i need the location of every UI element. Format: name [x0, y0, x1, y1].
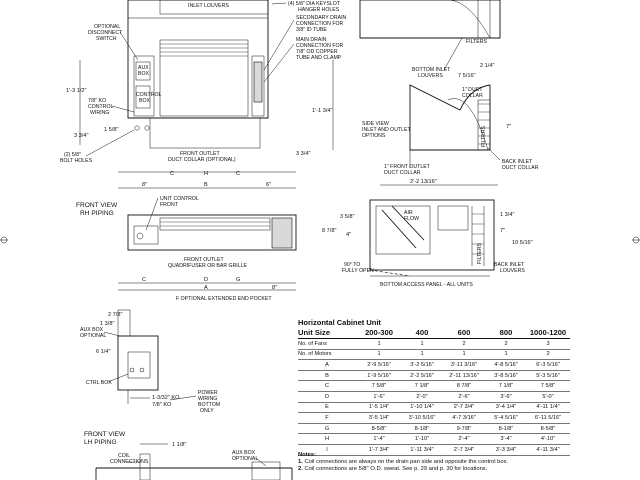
optional-disconnect-label: OPTIONAL	[94, 24, 121, 30]
table-row-label: E	[298, 402, 356, 413]
dim-7-8-ko: 7/8" KO	[152, 402, 172, 408]
secondary-drain-label-1: SECONDARY DRAIN	[296, 15, 347, 21]
coil-conn-label-2: CONNECTIONS	[110, 459, 149, 465]
table-cell: 3	[526, 339, 570, 350]
dim-letter-h-top: H	[204, 171, 209, 177]
front-outlet-label-1: FRONT OUTLET	[180, 151, 220, 157]
notes-title: Notes:	[298, 452, 317, 458]
table-row	[298, 360, 570, 371]
aux-box-label: BOX	[138, 71, 149, 77]
table-cell: 5'-3 5/16"	[526, 370, 570, 381]
horizontal-cabinet-table	[298, 327, 570, 456]
side-view-section	[370, 200, 494, 276]
air-flow-label-2: FLOW	[404, 216, 419, 222]
dim-3-3-4-left: 3 3/4"	[74, 133, 89, 139]
secondary-drain-label-3: 3/8" ID TUBE	[296, 27, 327, 33]
table-cell: 5'-4 5/16"	[486, 413, 526, 424]
table-cell: 2'-6"	[442, 391, 486, 402]
aux-box-optional-label-2: OPTIONAL	[80, 333, 107, 339]
table-row-label: No. of Fans	[298, 339, 356, 350]
disconnect-label: DISCONNECT	[88, 30, 123, 36]
bottom-access-label: BOTTOM ACCESS PANEL - ALL UNITS	[380, 282, 473, 288]
table-row-label: G	[298, 423, 356, 434]
note-text: Coil connections are 5/8" O.D. sweat. See p. 29 and p. 30 for locations.	[304, 465, 488, 472]
dim-letter-a-rh: A	[204, 285, 208, 291]
filters-label-top: FILTERS	[466, 39, 487, 45]
dim-3-3-4-right: 3 3/4"	[296, 151, 311, 157]
main-drain-label-3: 7/8" OD COPPER	[296, 49, 338, 55]
front-view-rh-label-1: FRONT VIEW	[76, 202, 118, 209]
note-item	[298, 459, 570, 466]
note-item	[298, 466, 570, 473]
back-inlet-dc-label-2: DUCT COLLAR	[502, 165, 539, 171]
table-row-label: I	[298, 444, 356, 455]
table-cell: 3'-6"	[486, 391, 526, 402]
table-cell: 2'-0"	[402, 391, 442, 402]
table-cell: 1'-5 1/4"	[356, 402, 402, 413]
aux-box-detail	[118, 310, 158, 404]
dim-1-1-8: 1 1/8"	[172, 442, 187, 448]
dim-letter-b-top: B	[204, 182, 208, 188]
table-header-cell: 400	[402, 327, 442, 339]
table-cell: 1'-10 1/4"	[402, 402, 442, 413]
bottom-inlet-label-2: LOUVERS	[418, 73, 443, 79]
table-row-label: No. of Motors	[298, 349, 356, 360]
keyslot-label: (4) 5/8" DIA KEYSLOT	[288, 1, 341, 7]
bolt-holes-label-1: (2) 5/8"	[64, 152, 81, 158]
dim-6-1-4: 6 1/4"	[96, 349, 111, 355]
table-cell: 3'-10 5/16"	[402, 413, 442, 424]
side-view-label-3: OPTIONS	[362, 133, 386, 139]
table-row-label: B	[298, 370, 356, 381]
table-cell: 8 7/8"	[442, 381, 486, 392]
table-cell: 2'-9 5/16"	[356, 360, 402, 371]
table-body	[298, 339, 570, 456]
table-cell: 5'-0"	[526, 391, 570, 402]
table-cell: 3'-2 5/16"	[402, 360, 442, 371]
main-drain-label-1: MAIN DRAIN	[296, 37, 327, 43]
dim-8-rh: 8"	[272, 285, 278, 291]
table-cell: 8-5/8"	[356, 423, 402, 434]
dim-2-1-4: 2 1/4"	[480, 63, 495, 69]
ninety-label-1: 90° TO	[344, 262, 361, 268]
bolt-holes-label-2: BOLT HOLES	[60, 158, 93, 164]
dim-1-3-4: 1 3/4"	[500, 212, 515, 218]
note-number: 2.	[298, 465, 303, 472]
table-cell: 1'-11 3/4"	[402, 444, 442, 455]
front-view-lh-label-1: FRONT VIEW	[84, 431, 126, 438]
table-header-cell: 800	[486, 327, 526, 339]
dim-letter-d-rh: D	[204, 277, 209, 283]
table-cell: 1	[356, 349, 402, 360]
dim-letter-c-rh: C	[142, 277, 147, 283]
filters-label-side: FILTERS	[481, 126, 487, 147]
table-header-cell: Unit Size	[298, 327, 356, 339]
dim-2-7-8: 2 7/8"	[108, 312, 123, 318]
side-view-top	[360, 0, 500, 168]
table-cell: 4'-11 3/4"	[526, 444, 570, 455]
table-cell: 7 5/8"	[356, 381, 402, 392]
table-header-cell: 600	[442, 327, 486, 339]
table-row	[298, 434, 570, 445]
dim-7-section: 7"	[500, 228, 506, 234]
side-view-label-1: SIDE VIEW	[362, 121, 389, 127]
table-cell: 1'-10"	[402, 434, 442, 445]
table-row	[298, 349, 570, 360]
dim-7-5-16: 7 5/16"	[458, 73, 476, 79]
notes-section	[298, 452, 570, 472]
quadrifuser-label-2: QUADRIFUSER OR BAR GRILLE	[168, 263, 247, 269]
table-row	[298, 413, 570, 424]
table-cell: 1'-4"	[356, 434, 402, 445]
table-header-cell: 200-300	[356, 327, 402, 339]
table-row-label: H	[298, 434, 356, 445]
secondary-drain-label-2: CONNECTION FOR	[296, 21, 344, 27]
table-cell: 6'-11 5/16"	[526, 413, 570, 424]
ninety-label-2: FULLY OPEN	[342, 268, 374, 274]
table-row-label: D	[298, 391, 356, 402]
page-marker-right	[632, 237, 640, 243]
dim-8-top: 8"	[142, 182, 148, 188]
table-row	[298, 339, 570, 350]
aux-box-optional-label-1: AUX BOX	[80, 327, 104, 333]
table-cell: 7 5/8"	[526, 381, 570, 392]
power-wiring-label-3: BOTTOM	[198, 402, 221, 408]
table-cell: 2'-7 3/4"	[442, 402, 486, 413]
dim-1-3-8: 1 3/8"	[100, 321, 115, 327]
table-cell: 8-1/8"	[486, 423, 526, 434]
front-view-lh-label-2: LH PIPING	[84, 439, 117, 446]
table-cell: 2'-11 13/16"	[442, 370, 486, 381]
side-view-label-2: INLET AND OUTLET	[362, 127, 411, 133]
quadrifuser-label-1: FRONT OUTLET	[184, 257, 224, 263]
page-marker-left	[0, 237, 8, 243]
table-cell: 8-1/8"	[402, 423, 442, 434]
table-cell: 1	[486, 349, 526, 360]
ko-control-label-2: CONTROL	[88, 104, 114, 110]
table-row-label: F	[298, 413, 356, 424]
main-drain-label-2: CONNECTION FOR	[296, 43, 344, 49]
table-cell: 1	[356, 339, 402, 350]
table-cell: 3'-8 5/16"	[486, 370, 526, 381]
table-header-row	[298, 327, 570, 339]
table-cell: 4'-11 1/4"	[526, 402, 570, 413]
table-cell: 7 1/8"	[486, 381, 526, 392]
table-cell: 1'-6"	[356, 391, 402, 402]
aux-label: AUX	[138, 65, 149, 71]
ctrl-box-label: CTRL BOX	[86, 380, 112, 386]
duct-collar-label-2: COLLAR	[462, 93, 483, 99]
table-header-cell: 1000-1200	[526, 327, 570, 339]
table-row	[298, 402, 570, 413]
power-wiring-label-4: ONLY	[200, 408, 214, 414]
table-cell: 7 1/8"	[402, 381, 442, 392]
power-wiring-label-1: POWER	[198, 390, 218, 396]
table-cell: 8-5/8"	[526, 423, 570, 434]
table-cell: 4'-8 5/16"	[486, 360, 526, 371]
table-cell: 3'-11 3/16"	[442, 360, 486, 371]
table-row	[298, 391, 570, 402]
table-cell: 3'-4"	[486, 434, 526, 445]
table-row-label: C	[298, 381, 356, 392]
aux-box-lh-label-1: AUX BOX	[232, 450, 256, 456]
table-row-label: A	[298, 360, 356, 371]
table-title: Horizontal Cabinet Unit	[298, 318, 381, 327]
ko-control-label-3: WIRING	[90, 110, 110, 116]
dim-6-top: 6"	[266, 182, 272, 188]
note-number: 1.	[298, 459, 303, 465]
spec-table	[298, 318, 570, 456]
control-box-label: BOX	[139, 98, 150, 104]
table-cell: 1'-9 5/16"	[356, 370, 402, 381]
bottom-inlet-label-1: BOTTOM INLET	[412, 67, 451, 73]
back-inlet-dc-label-1: BACK INLET	[502, 159, 533, 165]
table-cell: 3'-3 3/4"	[486, 444, 526, 455]
inlet-louvers-label: INLET LOUVERS	[188, 3, 229, 9]
table-cell: 2	[526, 349, 570, 360]
main-drain-label-4: TUBE AND CLAMP	[296, 55, 342, 61]
air-flow-label-1: AIR	[404, 210, 413, 216]
dim-8-7-8: 8 7/8"	[322, 228, 337, 234]
table-cell: 2	[486, 339, 526, 350]
table-cell: 6'-3 5/16"	[526, 360, 570, 371]
switch-label: SWITCH	[96, 36, 117, 42]
ext-end-pocket-label: F OPTIONAL EXTENDED END POCKET	[176, 296, 272, 302]
table-cell: 3'-5 1/4"	[356, 413, 402, 424]
power-wiring-label-2: WIRING	[198, 396, 218, 402]
dim-1-1-3-4: 1'-1 3/4"	[312, 108, 333, 114]
dim-1-5-8: 1 5/8"	[104, 127, 119, 133]
dim-letter-c-top-right: C	[236, 171, 241, 177]
front-outlet-dc-label-1: 1" FRONT OUTLET	[384, 164, 430, 170]
dim-7-side: 7"	[506, 124, 512, 130]
table-row	[298, 370, 570, 381]
table-cell: 2'-4"	[442, 434, 486, 445]
control-label: CONTROL	[136, 92, 162, 98]
table-cell: 1	[402, 349, 442, 360]
unit-control-label-2: FRONT	[160, 202, 178, 208]
dim-10-5-16: 10 5/16"	[512, 240, 533, 246]
note-text: Coil connections are always on the drain pan side and opposite the control box.	[304, 459, 509, 465]
dim-3-5-8: 3 5/8"	[340, 214, 355, 220]
front-outlet-label-2: DUCT COLLAR (OPTIONAL)	[168, 157, 236, 163]
front-outlet-dc-label-2: DUCT COLLAR	[384, 170, 421, 176]
table-cell: 2'-2 5/16"	[402, 370, 442, 381]
back-inlet-louvers-label-2: LOUVERS	[500, 268, 525, 274]
unit-control-label-1: UNIT CONTROL	[160, 196, 199, 202]
dim-2-2-13-16: 2'-2 13/16"	[410, 179, 437, 185]
table-cell: 1	[442, 349, 486, 360]
filters-label-section: FILTERS	[477, 243, 483, 264]
ko-control-label-1: 7/8" KO	[88, 98, 106, 104]
front-view-rh	[128, 215, 296, 250]
front-view-rh-label-2: RH PIPING	[80, 210, 114, 217]
table-cell: 3'-4 1/4"	[486, 402, 526, 413]
hanger-holes-label: HANGER HOLES	[298, 7, 340, 13]
table-cell: 4'-10"	[526, 434, 570, 445]
top-view	[128, 0, 268, 148]
duct-collar-label-1: 1" DUCT	[462, 87, 483, 93]
dim-1-3-1-2: 1'-3 1/2"	[66, 88, 87, 94]
table-cell: 4'-7 3/16"	[442, 413, 486, 424]
table-row	[298, 423, 570, 434]
dim-letter-c-top: C	[170, 171, 175, 177]
table-row	[298, 381, 570, 392]
table-cell: 2	[442, 339, 486, 350]
dim-1-3-32-ko: 1-3/32" KO	[152, 395, 180, 401]
table-cell: 1	[402, 339, 442, 350]
aux-box-lh-label-2: OPTIONAL	[232, 456, 259, 462]
table-cell: 9-7/8"	[442, 423, 486, 434]
table-cell: 1'-7 3/4"	[356, 444, 402, 455]
dim-4-rh: 4"	[346, 232, 352, 238]
dim-letter-g-rh: G	[236, 277, 241, 283]
back-inlet-louvers-label-1: BACK INLET	[494, 262, 525, 268]
coil-conn-label-1: COIL	[118, 453, 131, 459]
table-cell: 2'-7 3/4"	[442, 444, 486, 455]
